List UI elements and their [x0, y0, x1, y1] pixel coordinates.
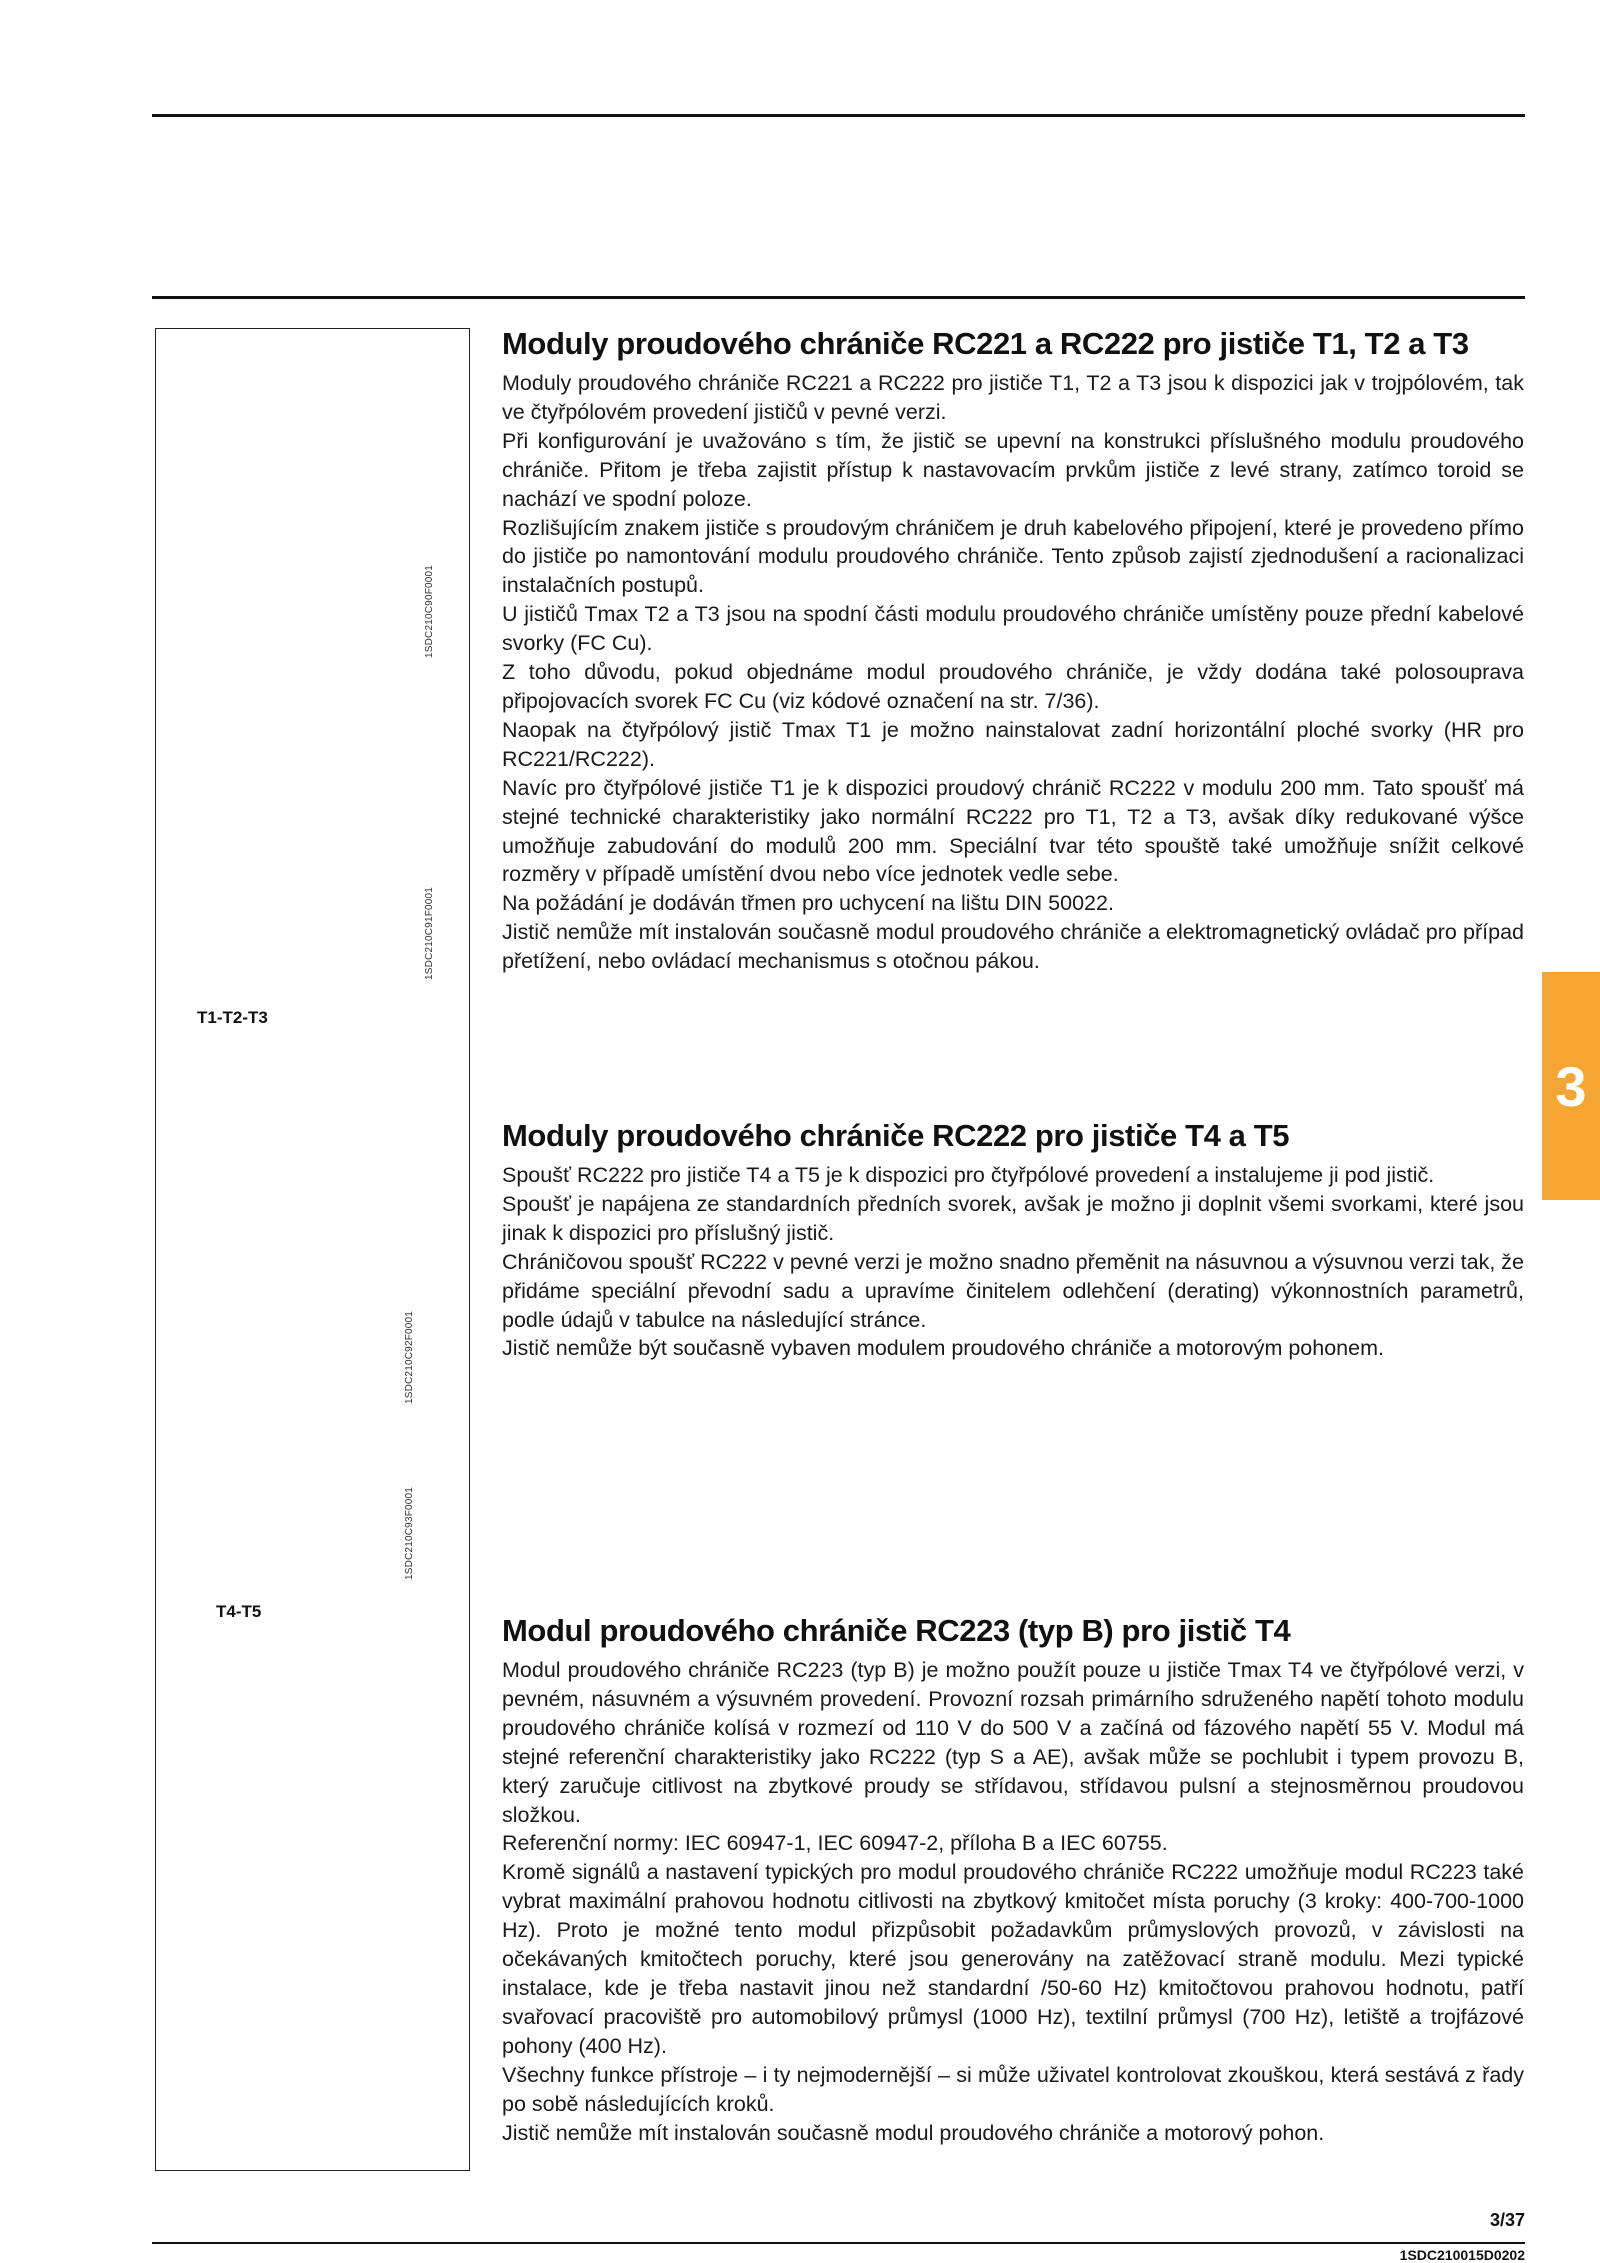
paragraph: Naopak na čtyřpólový jistič Tmax T1 je možno nainstalovat zadní horizontální ploché svorky (HR pro RC221/RC222).: [502, 717, 1524, 771]
section-heading: Moduly proudového chrániče RC222 pro jističe T4 a T5: [502, 1118, 1290, 1153]
image-code: 1SDC210C93F0001: [404, 1486, 415, 1580]
paragraph: Spoušť je napájena ze standardních předních svorek, avšak je možno ji doplnit všemi svorkami, které jsou jinak k dispozici pro příslušný jistič.: [502, 1191, 1524, 1245]
chapter-tab: [1542, 972, 1600, 1200]
footer-rule: [152, 2242, 1525, 2244]
section-rc222-t4-t5: [502, 1117, 1524, 1363]
image-code: 1SDC210C90F0001: [424, 564, 435, 658]
paragraph: Chráničovou spoušť RC222 v pevné verzi je možno snadno přeměnit na násuvnou a výsuvnou verzi tak, že přidáme speciální převodní sadu a upravíme činitelem odlehčení (derating) výkonnostních parametrů, podle údajů v tabulce na následující stránce.: [502, 1249, 1524, 1332]
paragraph: Všechny funkce přístroje – i ty nejmodernější – si může uživatel kontrolovat zkouškou, která sestává z řady po sobě následujících kroků.: [502, 2062, 1524, 2116]
paragraph: Při konfigurování je uvažováno s tím, že jistič se upevní na konstrukci příslušného modulu proudového chrániče. Přitom je třeba zajistit přístup k nastavovacím prvkům jističe z levé strany, zatímco toroid se nachází ve spodní poloze.: [502, 428, 1524, 511]
paragraph: Spoušť RC222 pro jističe T4 a T5 je k dispozici pro čtyřpólové provedení a instalujeme ji pod jistič.: [502, 1163, 1435, 1187]
image-code: 1SDC210C91F0001: [424, 886, 435, 980]
section-heading: Moduly proudového chrániče RC221 a RC222 pro jističe T1, T2 a T3: [502, 326, 1469, 361]
paragraph: Rozlišujícím znakem jističe s proudovým chráničem je druh kabelového připojení, které je provedeno přímo do jističe po namontování modulu proudového chrániče. Tento způsob zajistí zjednodušení a racionalizaci instalačních postupů.: [502, 515, 1524, 598]
paragraph: Navíc pro čtyřpólové jističe T1 je k dispozici proudový chránič RC222 v modulu 200 mm. Tato spoušť má stejné technické charakteristiky jako normální RC222 pro T1, T2 a T3, avšak díky redukované výšce umožňuje zabudování do modulů 200 mm. Speciální tvar této spouště také umožňuje snížit celkové rozměry v případě umístění dvou nebo více jednotek vedle sebe.: [502, 775, 1524, 887]
paragraph: Moduly proudového chrániče RC221 a RC222 pro jističe T1, T2 a T3 jsou k dispozici jak v trojpólovém, tak ve čtyřpólovém provedení jističů v pevné verzi.: [502, 371, 1524, 424]
paragraph: Jistič nemůže být současně vybaven modulem proudového chrániče a motorovým pohonem.: [502, 1336, 1384, 1361]
paragraph: Kromě signálů a nastavení typických pro modul proudového chrániče RC222 umožňuje modul RC223 také vybrat maximální prahovou hodnotu citlivosti na zbytkový kmitočet místa poruchy (3 kroky: 400-700-1000 Hz). Proto je možné tento modul přizpůsobit požadavkům průmyslových provozů, v závislosti na očekávaných kmitočtech poruchy, které jsou generovány na zatěžovací straně modulu. Mezi typické instalace, kde je třeba nastavit jinou než standardní /50-60 Hz) kmitočtovou prahovou hodnotu, patří svařovací pracoviště pro automobilový průmysl (1000 Hz), textilní průmysl (700 Hz), letiště a trojfázové pohony (400 Hz).: [502, 1860, 1524, 2058]
paragraph: Referenční normy: IEC 60947-1, IEC 60947-2, příloha B a IEC 60755.: [502, 1831, 1168, 1856]
figure-label: T1-T2-T3: [197, 1008, 268, 1027]
document-code: 1SDC210015D0202: [1399, 2247, 1525, 2263]
paragraph: Jistič nemůže mít instalován současně modul proudového chrániče a elektromagnetický ovládač pro případ přetížení, nebo ovládací mechanismus s otočnou pákou.: [502, 920, 1524, 974]
paragraph: Z toho důvodu, pokud objednáme modul proudového chrániče, je vždy dodána také polosouprava připojovacích svorek FC Cu (viz kódové označení na str. 7/36).: [502, 660, 1524, 713]
paragraph: Na požádání je dodáván třmen pro uchycení na lištu DIN 50022.: [502, 891, 1114, 916]
top-rule: [152, 114, 1525, 117]
paragraph: Modul proudového chrániče RC223 (typ B) je možno použít pouze u jističe Tmax T4 ve čtyřpólové verzi, v pevném, násuvném a výsuvném provedení. Provozní rozsah primárního sdruženého napětí tohoto modulu proudového chrániče kolísá v rozmezí od 110 V do 500 V a začíná od fázového napětí 55 V. Modul má stejné referenční charakteristiky jako RC222 (typ S a AE), avšak může se pochlubit i typem provozu B, který zaručuje citlivost na zbytkové proudy se střídavou, střídavou pulsní a stejnosměrnou proudovou složkou.: [502, 1658, 1524, 1827]
figure-label: T4-T5: [216, 1602, 262, 1621]
paragraph: U jističů Tmax T2 a T3 jsou na spodní části modulu proudového chrániče umístěny pouze přední kabelové svorky (FC Cu).: [502, 602, 1524, 656]
figure-panel: [155, 328, 470, 2171]
image-code: 1SDC210C92F0001: [404, 1310, 415, 1404]
section-rc221-rc222: [502, 325, 1524, 976]
section-heading: Modul proudového chrániče RC223 (typ B) pro jistič T4: [502, 1613, 1291, 1648]
section-rc223: [502, 1612, 1524, 2147]
page-number: 3/37: [1489, 2210, 1525, 2230]
paragraph: Jistič nemůže mít instalován současně modul proudového chrániče a motorový pohon.: [502, 2120, 1325, 2145]
chapter-number: 3: [1555, 1054, 1587, 1118]
section-rule: [152, 296, 1525, 299]
